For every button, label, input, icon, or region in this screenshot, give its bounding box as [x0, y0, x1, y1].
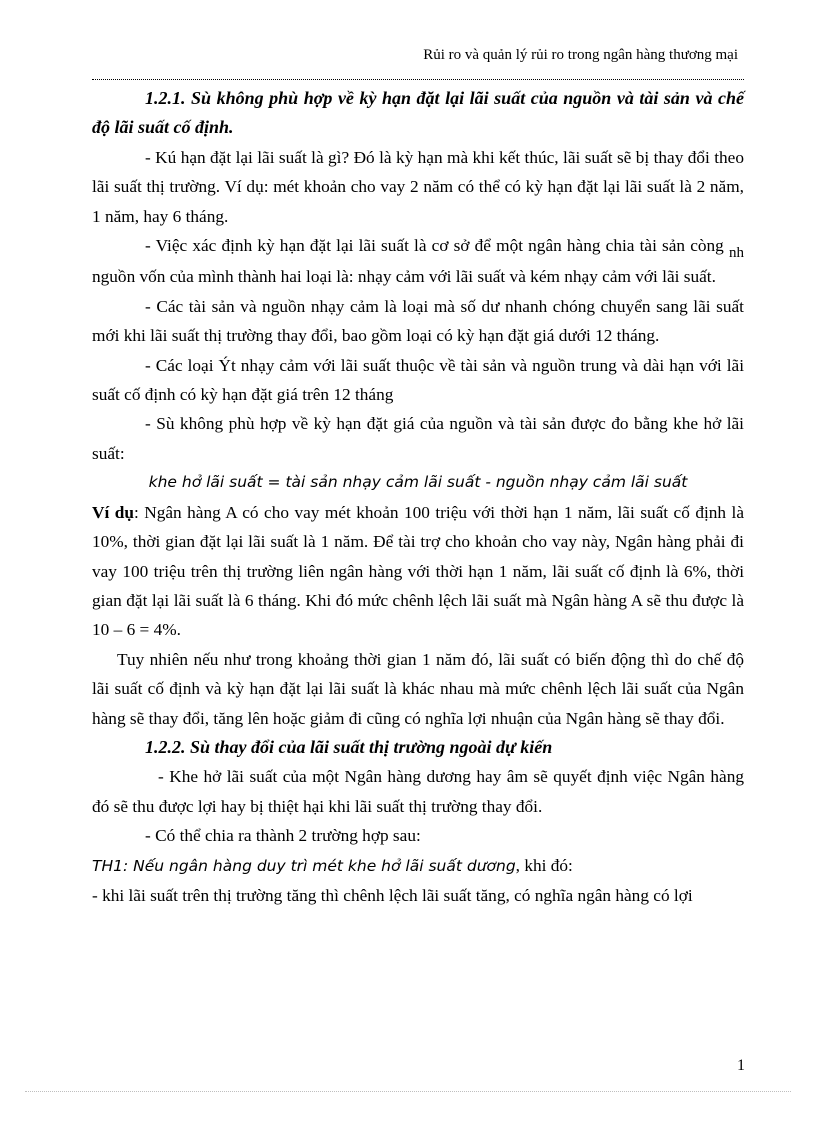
paragraph: - Các loại Ýt nhạy cảm với lãi suất thuộc về tài sản và nguồn trung và dài hạn với lãi suất cố định có kỳ hạn đặt giá trên 12 tháng	[92, 355, 744, 405]
paragraph-text: nguồn vốn của mình thành hai loại là: nhạy cảm với lãi suất và kém nhạy cảm với lãi suất.	[92, 267, 716, 287]
section-heading-1-2-2: 1.2.2. Sù thay đổi của lãi suất thị trường ngoài dự kiến	[145, 736, 553, 757]
subscript-fragment: nh	[729, 245, 744, 262]
page-number: 1	[737, 1057, 745, 1074]
example-label: Ví dụ	[92, 502, 134, 522]
paragraph: Tuy nhiên nếu như trong khoảng thời gian 1 năm đó, lãi suất có biến động thì do chế độ lãi suất cố định và kỳ hạn đặt lại lãi suất là khác nhau mà mức chênh lệch lãi suất của Ngân hàng sẽ thay đổi, tăng lên hoặc giảm đi cũng có nghĩa lợi nhuận của Ngân hàng sẽ thay đổi.	[92, 649, 744, 728]
running-header: Rủi ro và quản lý rủi ro trong ngân hàng thương mại	[423, 47, 738, 63]
example-paragraph	[92, 498, 744, 645]
paragraph: - Các tài sản và nguồn nhạy cảm là loại mà số dư nhanh chóng chuyển sang lãi suất mới khi lãi suất thị trường thay đổi, bao gồm loại có kỳ hạn đặt giá dưới 12 tháng.	[92, 296, 744, 346]
case-line	[92, 851, 744, 881]
paragraph: - Có thể chia ra thành 2 trường hợp sau:	[145, 826, 421, 846]
example-text: : Ngân hàng A có cho vay mét khoản 100 triệu với thời hạn 1 năm, lãi suất cố định là 10%, thời gian đặt lại lãi suất là 1 năm. Để tài trợ cho khoản cho vay này, Ngân hàng phải đi vay 100 triệu trên thị trường liên ngân hàng với thời hạn 1 năm, lãi suất cố định là 6%, thời gian đặt lại lãi suất là 6 tháng. Khi đó mức chênh lệch lãi suất mà Ngân hàng A sẽ thu được là 10 – 6 = 4%.	[92, 502, 745, 640]
section-heading-1-2-1: 1.2.1. Sù không phù hợp về kỳ hạn đặt lại lãi suất của nguồn và tài sản và chế độ lãi suất cố định.	[92, 88, 744, 138]
paragraph: - khi lãi suất trên thị trường tăng thì chênh lệch lãi suất tăng, có nghĩa ngân hàng có lợi	[92, 885, 693, 905]
paragraph: - Kú hạn đặt lại lãi suất là gì? Đó là kỳ hạn mà khi kết thúc, lãi suất sẽ bị thay đổi theo lãi suất thị trường. Ví dụ: mét khoản cho vay 2 năm có thể có kỳ hạn đặt lại lãi suất là 2 năm, 1 năm, hay 6 tháng.	[92, 147, 744, 226]
paragraph-text: - Việc xác định kỳ hạn đặt lại lãi suất là cơ sở để một ngân hàng chia tài sản còng	[145, 236, 724, 256]
footer-rule	[25, 1091, 791, 1092]
paragraph	[92, 231, 744, 292]
paragraph: - Khe hở lãi suất của một Ngân hàng dương hay âm sẽ quyết định việc Ngân hàng đó sẽ thu được lợi hay bị thiệt hại khi lãi suất thị trường thay đổi.	[92, 767, 744, 816]
case-title-rest: , khi đó:	[515, 855, 573, 875]
case-title: TH1: Nếu ngân hàng duy trì mét khe hở lãi suất dương	[92, 856, 516, 875]
document-body	[92, 84, 744, 910]
paragraph: - Sù không phù hợp về kỳ hạn đặt giá của nguồn và tài sản được đo bằng khe hở lãi suất:	[92, 414, 744, 463]
formula: khe hở lãi suất = tài sản nhạy cảm lãi suất - nguồn nhạy cảm lãi suất	[148, 473, 688, 492]
header-rule	[92, 79, 744, 80]
